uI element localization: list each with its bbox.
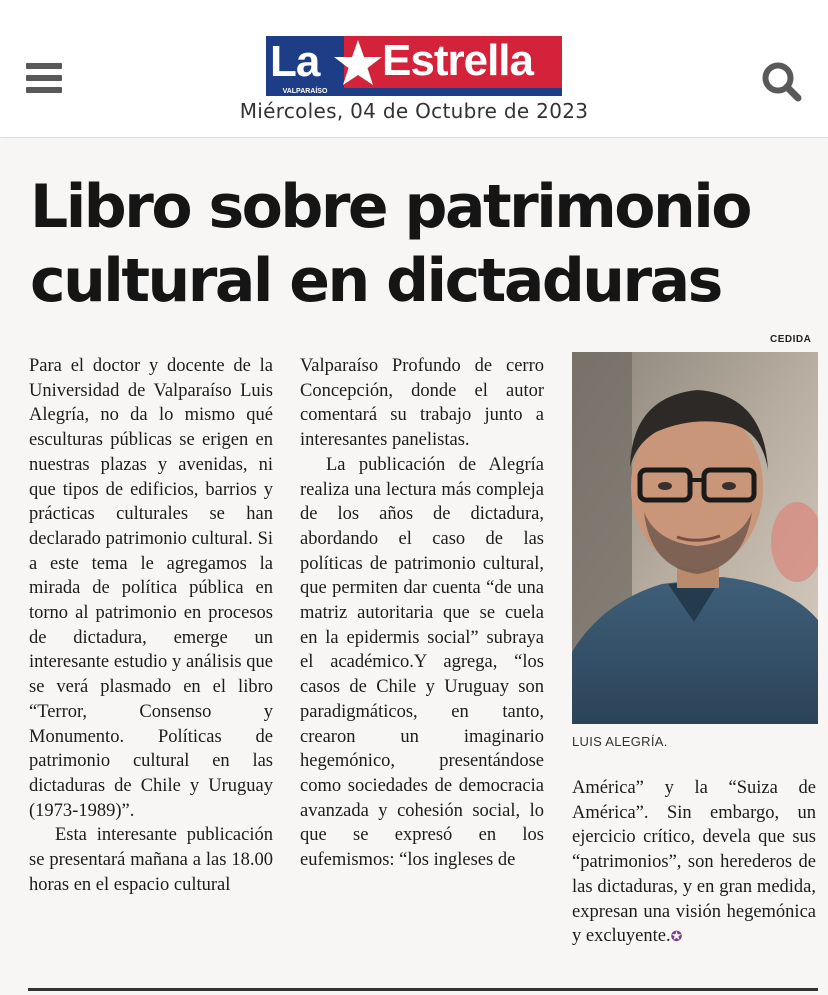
article-end-icon: ✪: [670, 929, 683, 946]
photo-caption: LUIS ALEGRÍA.: [572, 734, 668, 749]
menu-bar: [26, 87, 62, 93]
publication-date: Miércoles, 04 de Octubre de 2023: [239, 99, 589, 123]
article-column-2: [300, 354, 544, 873]
logo-blue-strip: [266, 88, 562, 96]
article-column-3: [572, 776, 816, 950]
paragraph: [572, 776, 816, 950]
paragraph: Esta interesante publicación se presentará mañana a las 18.00 horas en el espacio cultural: [29, 825, 273, 895]
headline-line: cultural en dictaduras: [30, 246, 721, 316]
bottom-divider: [28, 988, 818, 991]
portrait-illustration: [572, 352, 818, 724]
star-icon: [332, 38, 384, 88]
logo-subtitle: VALPARAÍSO: [282, 88, 328, 95]
photo-credit: CEDIDA: [770, 334, 812, 345]
paragraph: Para el doctor y docente de la Universidad de Valparaíso Luis Alegría, no da lo mismo qué esculturas públicas se erigen en nuestras plazas y avenidas, ni que tipos de edificios, barrios y prácticas culturales se han declarado patrimonio cultural. Si a este tema le agregamos la mirada de política pública en torno al patrimonio en procesos de dictadura, emerge un interesante estudio y análisis que se verá plasmado en el libro “Terror, Consenso y Monumento. Políticas de patrimonio cultural en las dictaduras de Chile y Uruguay (1973-1989)”.: [29, 356, 273, 821]
menu-bar: [26, 63, 62, 69]
paragraph: La publicación de Alegría realiza una lectura más compleja de los años de dictadura, abordando el caso de las políticas de patrimonio cultural, que permiten dar cuenta “de una matriz autoritaria que se cuela en la epidermis social” subraya el académico.Y agrega, “los casos de Chile y Uruguay son paradigmáticos, en tanto, crearon un imaginario hegemónico, presentándose como sociedades de democracia avanzada y cohesión social, lo que se expresó en los eufemismos: “los ingleses de: [300, 454, 544, 871]
article-column-1: [29, 354, 273, 897]
menu-bar: [26, 75, 62, 81]
article-headline: [30, 170, 810, 318]
site-header: [0, 0, 828, 138]
headline-line: Libro sobre patrimonio: [30, 172, 751, 242]
paragraph-text: América” y la “Suiza de América”. Sin embargo, un ejercicio crítico, devela que sus “patrimonios”, son herederos de las dictaduras, y en gran medida, expresan una visión hegemónica y excluyente.: [572, 778, 816, 947]
paragraph: Valparaíso Profundo de cerro Concepción, donde el autor comentará su trabajo junto a interesantes panelistas.: [300, 356, 544, 451]
logo-word-estrella: Estrella: [382, 36, 533, 85]
author-photo: [572, 352, 818, 724]
la-estrella-logo[interactable]: [266, 36, 562, 96]
hamburger-menu-icon[interactable]: [26, 63, 62, 93]
search-icon[interactable]: [760, 60, 804, 104]
logo-word-la: La: [270, 37, 320, 86]
